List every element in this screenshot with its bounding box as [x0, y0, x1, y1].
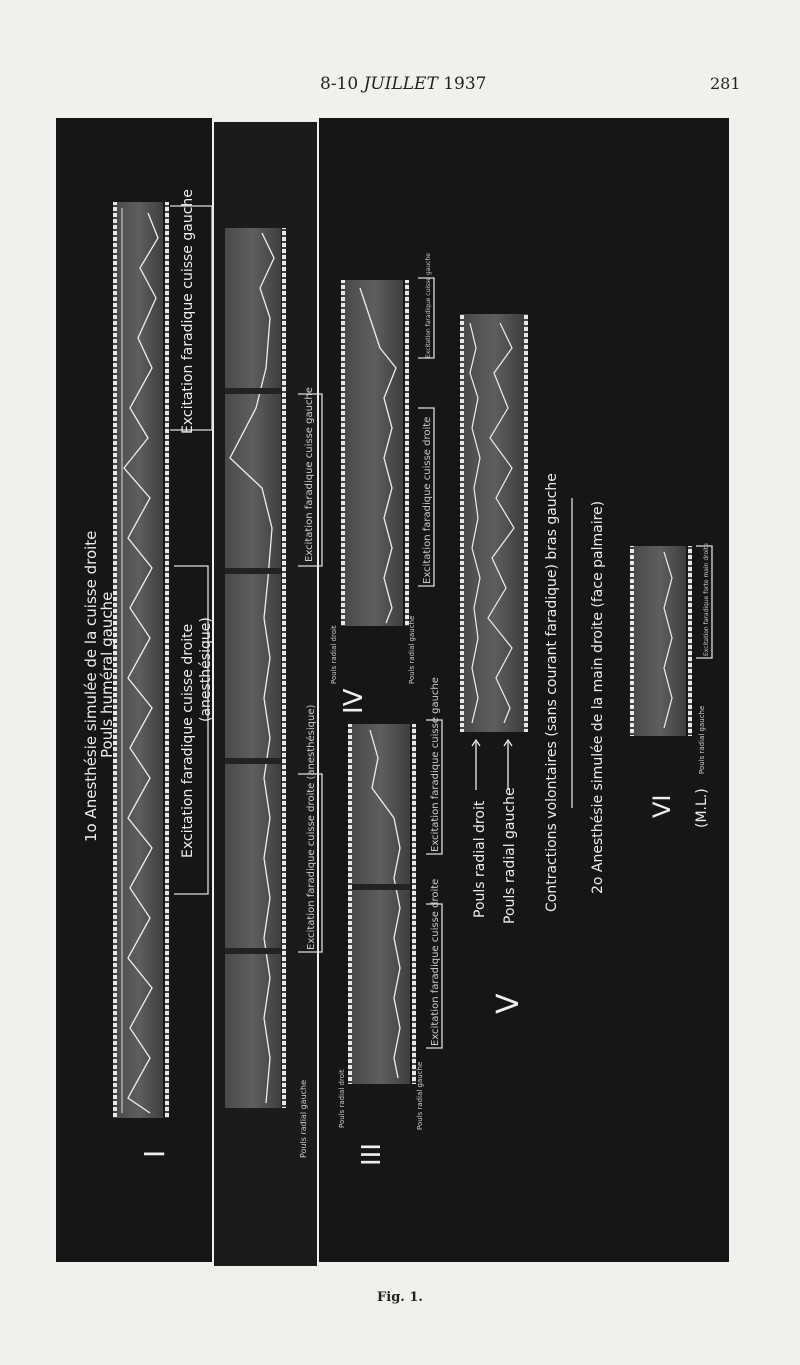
panel-6-stim: Excitation faradique forte main droite: [703, 543, 710, 656]
page-number: 281: [710, 74, 741, 93]
contractions-label: Contractions volontaires (sans courant faradique) bras gauche: [544, 473, 560, 912]
strip-panel-6: [630, 546, 692, 736]
panel-1-stim-right-line1: Excitation faradique cuisse droite: [180, 623, 196, 858]
section-2-title: 2o Anesthésie simulée de la main droite (face palmaire): [590, 500, 606, 894]
panel-1-trace-label: Pouls huméral gauche: [98, 591, 116, 758]
panel-3-radial-gauche: Pouls radial gauche: [416, 1061, 424, 1130]
panel-4-radial-gauche: Pouls radial gauche: [408, 615, 416, 684]
panel-4-radial-droit: Pouls radial droit: [330, 625, 338, 684]
panel-4-stim-upper: Excitation faradique cuisse gauche: [425, 253, 432, 358]
panel-2-trace-label: Pouls radial gauche: [299, 1079, 308, 1158]
arrow-radial-gauche: [504, 740, 512, 790]
panel-1-numeral: I: [138, 1149, 171, 1158]
section-1-title: 1o Anesthésie simulée de la cuisse droite: [82, 530, 100, 842]
strip-panel-4: [341, 280, 409, 626]
figure-caption: Fig. 1.: [377, 1290, 423, 1305]
arrow-radial-droit: [472, 740, 480, 790]
panel-5-radial-droit: Pouls radial droit: [472, 800, 488, 918]
strip-panel-2: [225, 228, 286, 1108]
figure-graphics: [0, 118, 800, 1268]
panel-2-stim-lower: Excitation faradique cuisse droite (anesthésique): [306, 704, 317, 950]
panel-5-radial-gauche: Pouls radial gauche: [502, 787, 518, 924]
panel-3-radial-droit: Pouls radial droit: [338, 1069, 346, 1128]
strip-panel-1: [113, 202, 169, 1118]
panel-6-initials: (M.L.): [694, 788, 710, 828]
panel-3-numeral: III: [357, 1142, 387, 1166]
panel-4-stim-lower: Excitation faradique cuisse droite: [422, 416, 433, 584]
panel-4-numeral: IV: [339, 688, 369, 714]
panel-6-numeral: VI: [648, 794, 676, 818]
panel-1-stim-left: Excitation faradique cuisse gauche: [180, 189, 196, 434]
panel-5-numeral: V: [491, 993, 526, 1014]
panel-3-stim-upper: Excitation faradique cuisse gauche: [430, 677, 441, 852]
panel-2-stim-upper: Excitation faradique cuisse gauche: [304, 387, 315, 562]
running-title: 8-10 JUILLET 1937: [320, 74, 487, 94]
panel-1-stim-right-line2: (anesthésique): [198, 617, 214, 722]
figure-plate: [0, 118, 800, 1268]
strip-panel-5: [460, 314, 528, 732]
strip-panel-3: [348, 724, 416, 1084]
panel-6-trace-label: Pouls radial gauche: [698, 705, 706, 774]
panel-3-stim-lower: Excitation faradique cuisse droite: [430, 878, 441, 1046]
page-header: [0, 74, 800, 98]
